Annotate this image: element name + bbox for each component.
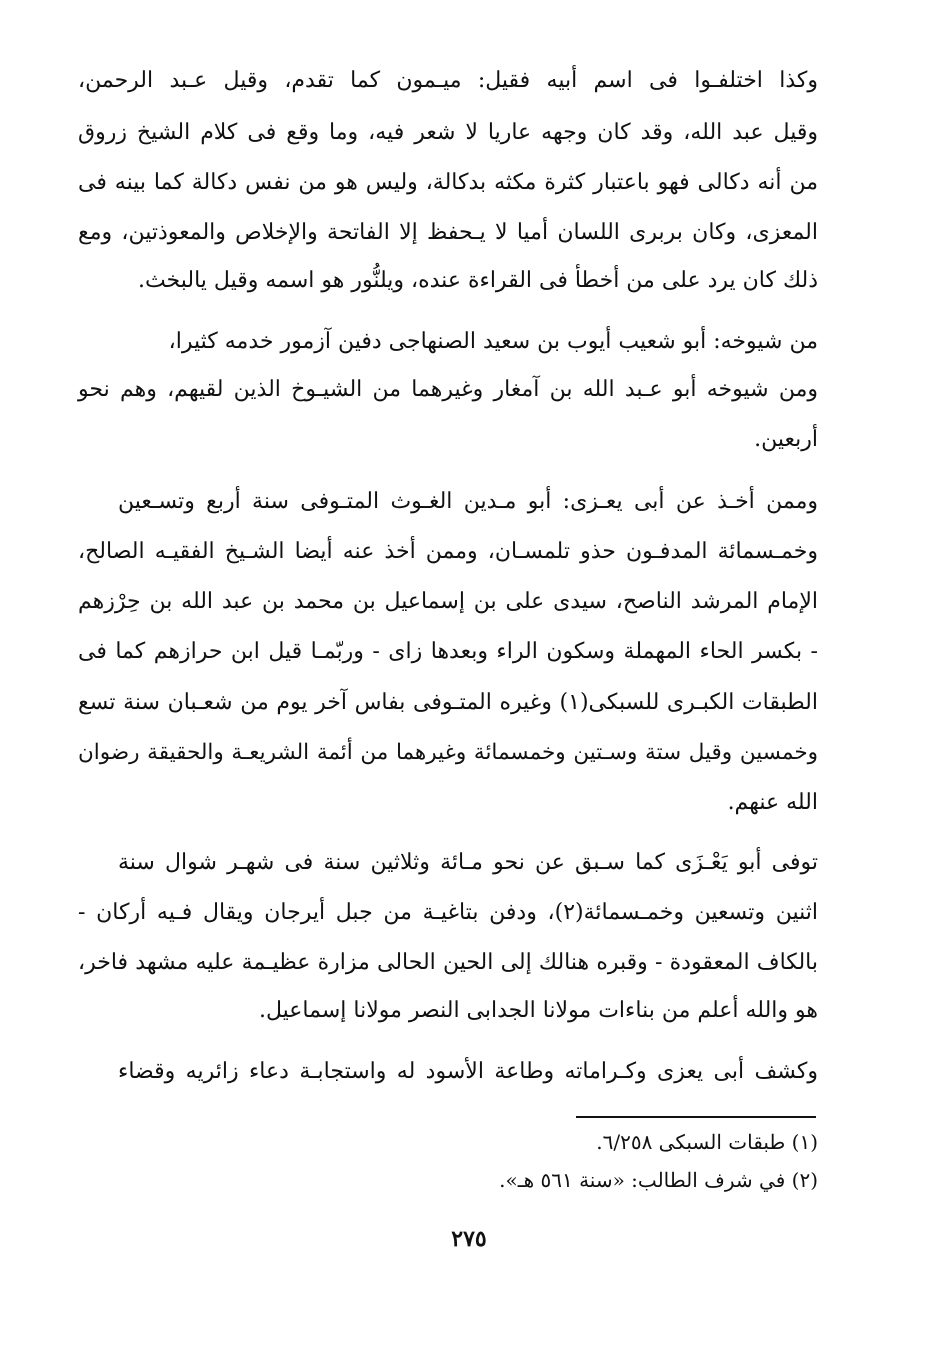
page-number: ٢٧٥: [451, 1226, 487, 1252]
footnote-1: (١) طبقات السبكى ٦/٢٥٨.: [596, 1130, 818, 1154]
text-line: وممن أخـذ عن أبى يعـزى: أبو مـدين الغـوث المتـوفى سنة أربع وتسـعين: [118, 489, 818, 514]
text-line: الله عنهم.: [727, 790, 818, 815]
text-line: الإمام المرشد الناصح، سيدى على بن إسماعيل بن محمد بن عبد الله بن حِرْزهم: [78, 589, 818, 614]
text-line: ذلك كان يرد على من أخطأ فى القراءة عنده، ويلنُّور هو اسمه وقيل يالبخث.: [137, 268, 818, 293]
text-line: ومن شيوخه أبو عـبد الله بن آمغار وغيرهما من الشيـوخ الذين لقيهم، وهم نحو: [78, 377, 818, 402]
text-line: وخمـسمائة المدفـون حذو تلمسـان، وممن أخذ عنه أيضا الشـيخ الفقيـه الصالح،: [78, 539, 818, 564]
text-line: من شيوخه: أبو شعيب أيوب بن سعيد الصنهاجى دفين آزمور خدمه كثيرا،: [168, 329, 818, 354]
text-line: وخمسين وقيل ستة وسـتين وخمسمائة وغيرهما من أئمة الشريعـة والحقيقة رضوان: [78, 740, 818, 765]
footnote-separator: [576, 1116, 816, 1118]
text-line: وكذا اختلفـوا فى اسم أبيه فقيل: ميـمون كما تقدم، وقيل عـبد الرحمن،: [78, 68, 818, 93]
text-line: من أنه دكالى فهو باعتبار كثرة مكثه بدكالة، وليس هو من نفس دكالة كما بينه فى: [78, 170, 818, 195]
footnote-2: (٢) في شرف الطالب: «سنة ٥٦١ هـ».: [499, 1168, 818, 1192]
text-line: أربعين.: [754, 427, 818, 452]
text-line: اثنين وتسعين وخمـسمائة(٢)، ودفن بتاغيـة من جبل أيرجان ويقال فـيه أركان -: [78, 900, 818, 925]
text-line: المعزى، وكان بربرى اللسان أميا لا يـحفظ إلا الفاتحة والإخلاص والمعوذتين، ومع: [78, 220, 818, 245]
text-line: - بكسر الحاء المهملة وسكون الراء وبعدها زاى - وربّمـا قيل ابن حرازهم كما فى: [78, 639, 818, 664]
text-line: توفى أبو يَعْـزَى كما سـبق عن نحو مـائة وثلاثين سنة فى شهـر شوال سنة: [118, 850, 818, 875]
text-line: الطبقات الكبـرى للسبكى(١) وغيره المتـوفى بفاس آخر يوم من شعـبان سنة تسع: [78, 690, 818, 715]
text-line: بالكاف المعقودة - وقبره هنالك إلى الحين الحالى مزارة عظيـمة عليه مشهد فاخر،: [78, 950, 818, 975]
text-line: هو والله أعلم من بناءات مولانا الجدابى النصر مولانا إسماعيل.: [259, 998, 818, 1023]
text-line: وكشف أبى يعزى وكـراماته وطاعة الأسود له واستجابـة دعاء زائريه وقضاء: [118, 1059, 818, 1084]
text-line: وقيل عبد الله، وقد كان وجهه عاريا لا شعر فيه، وما وقع فى كلام الشيخ زروق: [78, 120, 818, 145]
